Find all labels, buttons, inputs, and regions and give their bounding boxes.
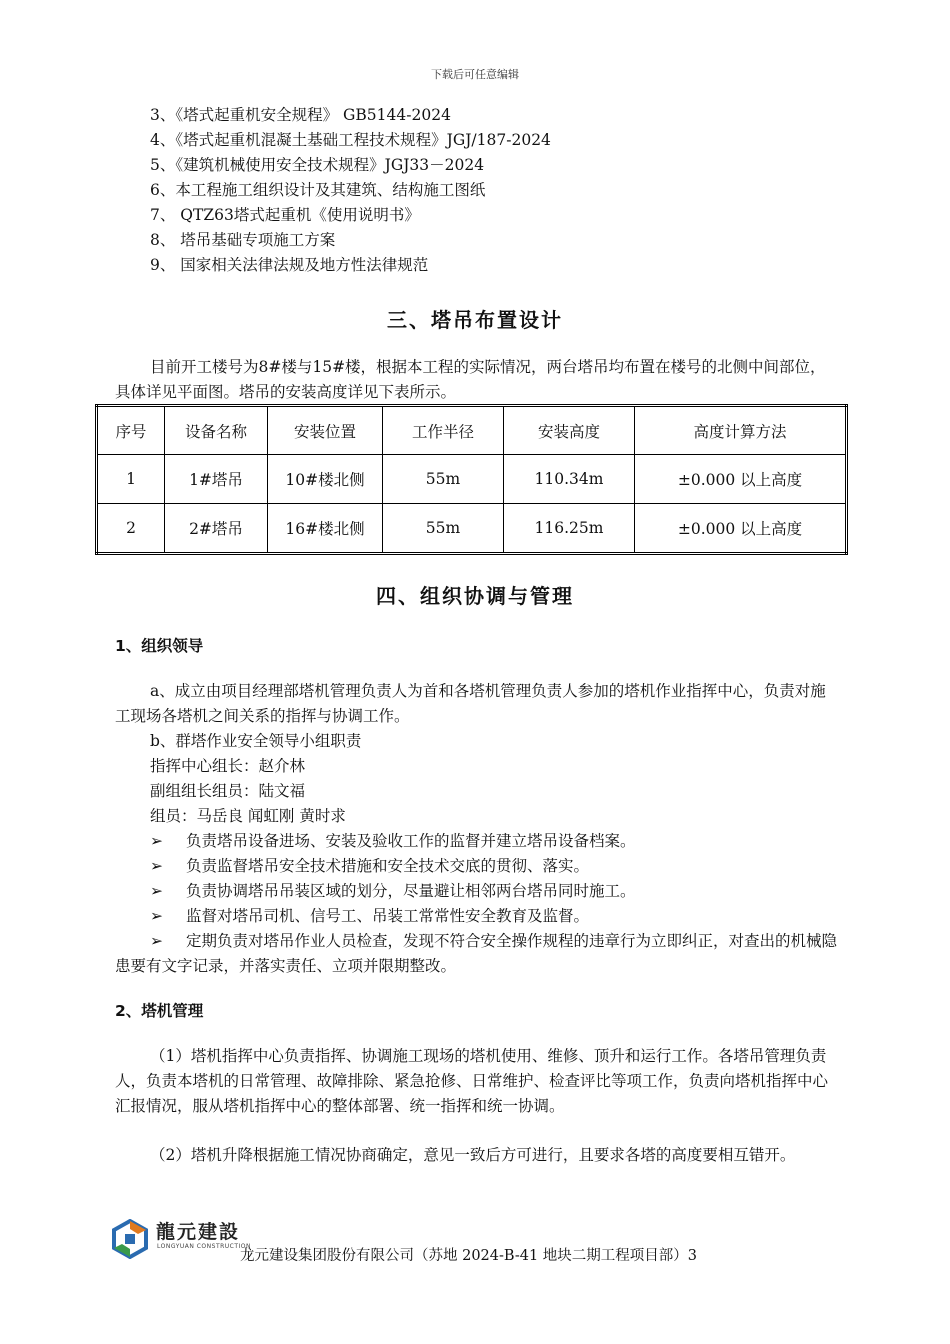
table-cell: 1#塔吊 bbox=[165, 455, 268, 504]
table-cell: ±0.000 以上高度 bbox=[635, 504, 847, 554]
deputy-line: 副组组长组员：陆文福 bbox=[150, 782, 306, 800]
table-header-row bbox=[97, 406, 847, 455]
table-cell: ±0.000 以上高度 bbox=[635, 455, 847, 504]
reference-list bbox=[150, 103, 551, 278]
reference-item: 6、本工程施工组织设计及其建筑、结构施工图纸 bbox=[150, 181, 486, 199]
members-line: 组员：马岳良 闻虹刚 黄时求 bbox=[150, 807, 346, 825]
header-note: 下载后可任意编辑 bbox=[431, 68, 519, 81]
table-cell: 1 bbox=[97, 455, 165, 504]
page-footer bbox=[110, 1215, 840, 1275]
table-header-cell: 设备名称 bbox=[165, 406, 268, 455]
table-cell: 110.34m bbox=[504, 455, 635, 504]
subsection-title: 2、塔机管理 bbox=[115, 1002, 204, 1020]
bullet-item bbox=[150, 829, 636, 854]
section4-title: 四、组织协调与管理 bbox=[376, 584, 574, 608]
table-cell: 116.25m bbox=[504, 504, 635, 554]
management-paragraph-2: （2）塔机升降根据施工情况协商确定，意见一致后方可进行，且要求各塔的高度要相互错开。 bbox=[150, 1146, 796, 1164]
crane-table bbox=[95, 404, 848, 555]
bullet-text: 定期负责对塔吊作业人员检查，发现不符合安全操作规程的违章行为立即纠正，对查出的机械隐患要有文字记录，并落实责任、立项并限期整改。 bbox=[115, 932, 838, 975]
company-logo-icon bbox=[110, 1219, 150, 1259]
subsection-title: 1、组织领导 bbox=[115, 637, 204, 655]
arrow-bullet-icon: ➢ bbox=[150, 882, 163, 900]
management-paragraph-1: （1）塔机指挥中心负责指挥、协调施工现场的塔机使用、维修、顶升和运行工作。各塔吊管理负责人，负责本塔机的日常管理、故障排除、紧急抢修、日常维护、检查评比等项工作，负责向塔机指挥中心汇报情况，服从塔机指挥中心的整体部署、统一指挥和统一协调。 bbox=[115, 1047, 829, 1115]
table-cell: 10#楼北侧 bbox=[268, 455, 383, 504]
reference-item: 7、 QTZ63塔式起重机《使用说明书》 bbox=[150, 206, 420, 224]
brand-name: 龍元建設 bbox=[156, 1221, 241, 1243]
table-header-cell: 工作半径 bbox=[383, 406, 504, 455]
bullet-text: 监督对塔吊司机、信号工、吊装工常常性安全教育及监督。 bbox=[186, 907, 590, 925]
section3-title: 三、塔吊布置设计 bbox=[387, 308, 563, 332]
reference-item: 8、 塔吊基础专项施工方案 bbox=[150, 231, 336, 249]
table-header-cell: 安装位置 bbox=[268, 406, 383, 455]
table-cell: 16#楼北侧 bbox=[268, 504, 383, 554]
brand-english-name: LONGYUAN CONSTRUCTION bbox=[157, 1243, 252, 1250]
table-row bbox=[97, 504, 847, 554]
arrow-bullet-icon: ➢ bbox=[150, 832, 163, 850]
table-header-cell: 安装高度 bbox=[504, 406, 635, 455]
paragraph-a: a、成立由项目经理部塔机管理负责人为首和各塔机管理负责人参加的塔机作业指挥中心，负责对施工现场各塔机之间关系的指挥与协调工作。 bbox=[115, 682, 826, 725]
line-b: b、群塔作业安全领导小组职责 bbox=[150, 732, 362, 750]
table-header-cell: 高度计算方法 bbox=[635, 406, 847, 455]
footer-text: 龙元建设集团股份有限公司（苏地 2024-B-41 地块二期工程项目部）3 bbox=[240, 1248, 698, 1264]
bullet-item bbox=[150, 904, 589, 929]
table-cell: 55m bbox=[383, 504, 504, 554]
reference-item: 9、 国家相关法律法规及地方性法律规范 bbox=[150, 256, 429, 274]
table-cell: 2#塔吊 bbox=[165, 504, 268, 554]
bullet-item bbox=[150, 854, 589, 879]
table-cell: 2 bbox=[97, 504, 165, 554]
reference-item: 5、《建筑机械使用安全技术规程》JGJ33－2024 bbox=[150, 156, 485, 174]
bullet-text: 负责协调塔吊吊装区域的划分，尽量避让相邻两台塔吊同时施工。 bbox=[186, 882, 636, 900]
bullet-item bbox=[115, 929, 840, 979]
table-header-cell: 序号 bbox=[97, 406, 165, 455]
reference-item: 3、《塔式起重机安全规程》 GB5144-2024 bbox=[150, 106, 451, 124]
leader-line: 指挥中心组长：赵介林 bbox=[150, 757, 306, 775]
reference-item: 4、《塔式起重机混凝土基础工程技术规程》JGJ/187-2024 bbox=[150, 131, 551, 149]
bullet-text: 负责塔吊设备进场、安装及验收工作的监督并建立塔吊设备档案。 bbox=[186, 832, 636, 850]
section3-paragraph: 目前开工楼号为8#楼与15#楼，根据本工程的实际情况，两台塔吊均布置在楼号的北侧中间部位，具体详见平面图。塔吊的安装高度详见下表所示。 bbox=[115, 358, 826, 401]
table-cell: 55m bbox=[383, 455, 504, 504]
bullet-text: 负责监督塔吊安全技术措施和安全技术交底的贯彻、落实。 bbox=[186, 857, 590, 875]
arrow-bullet-icon: ➢ bbox=[150, 932, 163, 950]
bullet-item bbox=[150, 879, 636, 904]
table-row bbox=[97, 455, 847, 504]
arrow-bullet-icon: ➢ bbox=[150, 857, 163, 875]
arrow-bullet-icon: ➢ bbox=[150, 907, 163, 925]
